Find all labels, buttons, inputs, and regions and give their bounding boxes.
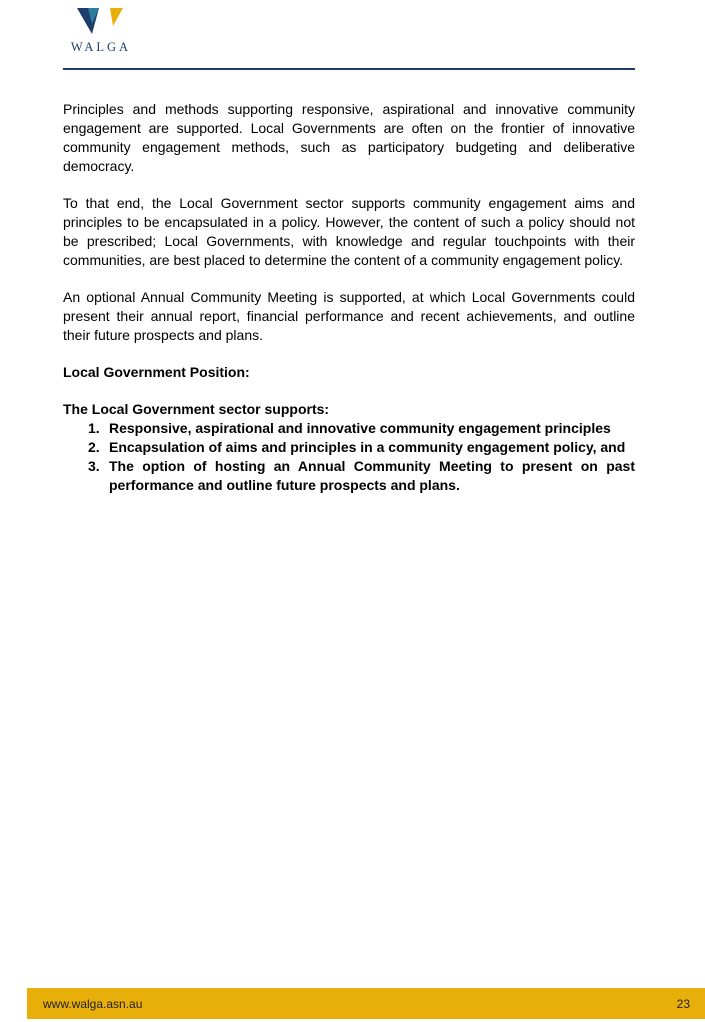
page-number: 23 bbox=[676, 997, 690, 1011]
list-item-text: The option of hosting an Annual Community Meeting to present on past performance and outline future prospects and plans. bbox=[109, 458, 635, 493]
supports-list-item bbox=[63, 419, 635, 438]
supports-intro: The Local Government sector supports: bbox=[63, 401, 330, 417]
list-number: 2. bbox=[88, 439, 100, 455]
body-paragraph: To that end, the Local Government sector supports community engagement aims and principles to be encapsulated in a policy. However, the content of such a policy should not be prescribed; Local Governments, with knowledge and regular touchpoints with their communities, are best placed to determine the content of a community engagement policy. bbox=[63, 195, 635, 268]
logo-text: WALGA bbox=[70, 40, 132, 54]
footer-url: www.walga.asn.au bbox=[43, 997, 143, 1011]
body-paragraph: An optional Annual Community Meeting is supported, at which Local Governments could present their annual report, financial performance and recent achievements, and outline their future prospects and plans. bbox=[63, 289, 635, 343]
walga-logo bbox=[66, 6, 136, 56]
header-divider bbox=[63, 68, 635, 70]
walga-logo-mark-icon bbox=[77, 6, 123, 34]
supports-list-item bbox=[63, 438, 635, 457]
list-number: 3. bbox=[88, 458, 100, 474]
position-heading: Local Government Position: bbox=[63, 364, 250, 380]
list-number: 1. bbox=[88, 420, 100, 436]
list-item-text: Responsive, aspirational and innovative community engagement principles bbox=[109, 420, 611, 436]
supports-list bbox=[63, 419, 635, 495]
document-body bbox=[63, 100, 635, 495]
list-item-text: Encapsulation of aims and principles in a community engagement policy, and bbox=[109, 439, 626, 455]
page-footer bbox=[27, 988, 705, 1019]
supports-list-item bbox=[63, 457, 635, 495]
body-paragraph: Principles and methods supporting responsive, aspirational and innovative community engagement are supported. Local Governments are often on the frontier of innovative community engagement methods, such as participatory budgeting and deliberative democracy. bbox=[63, 101, 635, 174]
